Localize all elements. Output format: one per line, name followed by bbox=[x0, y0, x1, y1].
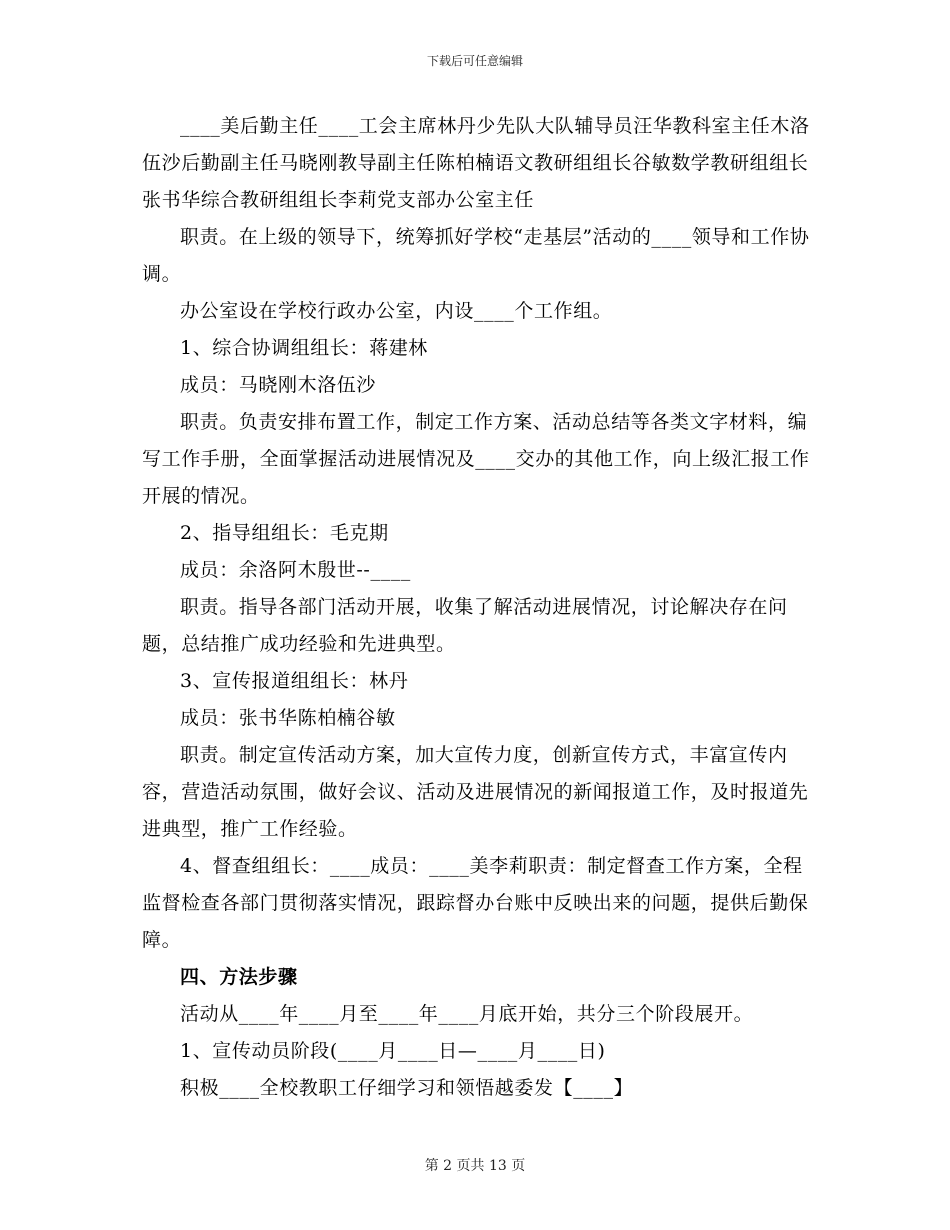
paragraph: 成员：余洛阿木殷世--____ bbox=[180, 559, 411, 581]
paragraph: 活动从____年____月至____年____月底开始，共分三个阶段展开。 bbox=[180, 1003, 754, 1025]
paragraph: 1、综合协调组组长：蒋建林 bbox=[180, 337, 428, 359]
paragraph: 2、指导组组长：毛克期 bbox=[180, 522, 389, 544]
page-header: 下载后可任意编辑 bbox=[426, 54, 523, 68]
page-footer: 第 2 页共 13 页 bbox=[424, 1158, 526, 1174]
document-body bbox=[142, 108, 814, 1107]
paragraph: 职责。负责安排布置工作，制定工作方案、活动总结等各类文字材料，编写工作手册，全面掌握活动进展情况及____交办的其他工作，向上级汇报工作开展的情况。 bbox=[142, 411, 810, 507]
paragraph: 成员：马晓刚木洛伍沙 bbox=[180, 374, 377, 396]
paragraph: 职责。指导各部门活动开展，收集了解活动进展情况，讨论解决存在问题，总结推广成功经验和先进典型。 bbox=[142, 596, 788, 655]
paragraph: 1、宣传动员阶段(____月____日—____月____日) bbox=[180, 1040, 606, 1062]
paragraph: 成员：张书华陈柏楠谷敏 bbox=[180, 707, 396, 729]
paragraph: 积极____全校教职工仔细学习和领悟越委发【____】 bbox=[180, 1077, 634, 1099]
paragraph: ____美后勤主任____工会主席林丹少先队大队辅导员汪华教科室主任木洛伍沙后勤副主任马晓刚教导副主任陈柏楠语文教研组组长谷敏数学教研组组长张书华综合教研组组长李莉党支部办公室主任 bbox=[142, 115, 810, 211]
paragraph: 3、宣传报道组组长：林丹 bbox=[180, 670, 409, 692]
paragraph: 职责。在上级的领导下，统筹抓好学校“走基层”活动的____领导和工作协调。 bbox=[142, 226, 810, 285]
paragraph: 4、督查组组长：____成员：____美李莉职责：制定督查工作方案，全程监督检查各部门贯彻落实情况，跟踪督办台账中反映出来的问题，提供后勤保障。 bbox=[142, 855, 809, 951]
paragraph: 职责。制定宣传活动方案，加大宣传力度，创新宣传方式，丰富宣传内容，营造活动氛围，做好会议、活动及进展情况的新闻报道工作，及时报道先进典型，推广工作经验。 bbox=[142, 744, 809, 840]
paragraph: 办公室设在学校行政办公室，内设____个工作组。 bbox=[180, 300, 613, 322]
section-heading: 四、方法步骤 bbox=[180, 966, 298, 988]
